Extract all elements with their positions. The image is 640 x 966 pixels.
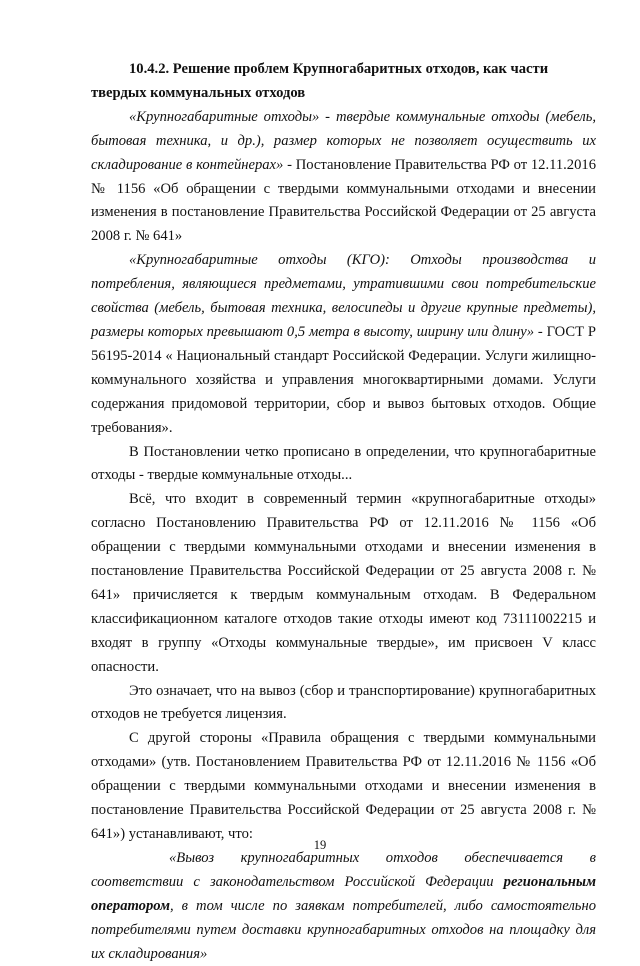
quote-part-1: «Вывоз крупногабаритных отходов обеспечивается в соответствии с законодательством Российской Федерации: [91, 849, 596, 890]
paragraph-regulation-note: В Постановлении четко прописано в определении, что крупногабаритные отходы - твердые коммунальные отходы...: [91, 443, 596, 484]
paragraph-quote-rules: [91, 847, 596, 966]
definition-quote: «Крупногабаритные отходы» - твердые коммунальные отходы (мебель, бытовая техника, и др.), размер которых не позволяет осуществить их складирование в контейнерах»: [91, 108, 596, 173]
paragraph-definition-2: [91, 249, 596, 440]
definition-source: - Постановление Правительства РФ от 12.11.2016 № 1156 «Об обращении с твердыми коммунальными отходами и внесении изменения в постановление Правительства Российской Федерации от 25 августа 2008 г. № 641»: [91, 156, 596, 245]
definition-quote-gost: «Крупногабаритные отходы (КГО): Отходы производства и потребления, являющиеся предметами, утратившими свои потребительские свойства (мебель, бытовая техника, велосипеды и другие крупные предметы), размеры которых превышают 0,5 метра в высоту, ширину или длину»: [91, 252, 596, 340]
quote-part-2: , в том числе по заявкам потребителей, либо самостоятельно потребителями путем доставки крупногабаритных отходов на площадку для их складирования»: [91, 897, 596, 962]
paragraph-license: Это означает, что на вывоз (сбор и транспортирование) крупногабаритных отходов не требуется лицензия.: [91, 682, 596, 723]
definition-source-gost: - ГОСТ Р 56195-2014 « Национальный стандарт Российской Федерации. Услуги жилищно-коммунального хозяйства и управления многоквартирными домами. Услуги содержания придомовой территории, сбор и вывоз бытовых отходов. Общие требования».: [91, 323, 596, 436]
quote-emphasis: региональным оператором: [91, 873, 596, 914]
paragraph-rules: С другой стороны «Правила обращения с твердыми коммунальными отходами» (утв. Постановлением Правительства РФ от 12.11.2016 № 1156 «Об обращении с твердыми коммунальными отходами и внесении изменения в постановление Правительства Российской Федерации от 25 августа 2008 г. № 641») устанавливают, что:: [91, 730, 596, 842]
paragraph-classification: Всё, что входит в современный термин «крупногабаритные отходы» согласно Постановлению Правительства РФ от 12.11.2016 № 1156 «Об обращении с твердыми коммунальными отходами и внесении изменения в постановление Правительства Российской Федерации от 25 августа 2008 г. № 641» причисляется к твердым коммунальным отходам. В Федеральном классификационном каталоге отходов такие отходы имеют код 73111002215 и входят в группу «Отходы коммунальные твердые», им присвоен V класс опасности.: [91, 491, 596, 675]
section-heading: 10.4.2. Решение проблем Крупногабаритных отходов, как части твердых коммунальных отходов: [91, 61, 549, 101]
page-number: 19: [313, 838, 327, 852]
document-page: [91, 58, 596, 966]
paragraph-definition-1: [91, 106, 596, 249]
